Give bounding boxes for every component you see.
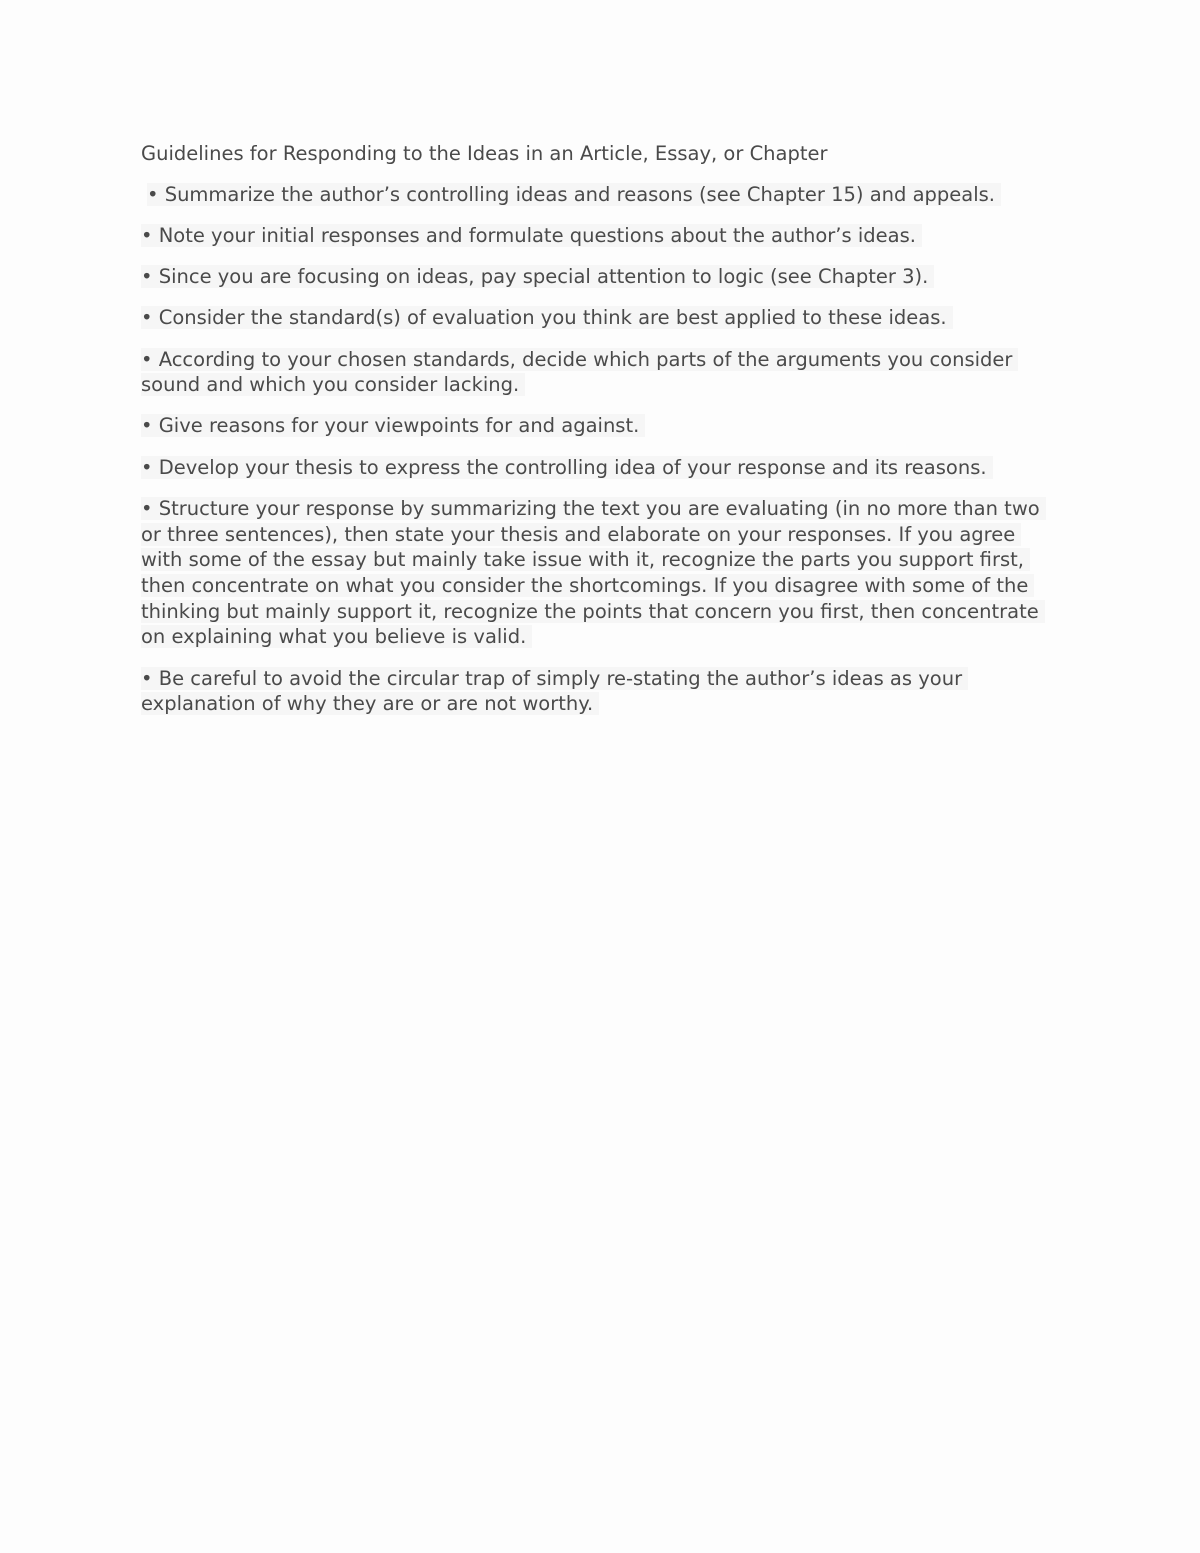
guideline-item-3-text: • Since you are focusing on ideas, pay special attention to logic (see Chapter 3). — [141, 265, 934, 288]
document-title-text: Guidelines for Responding to the Ideas in an Article, Essay, or Chapter — [141, 142, 828, 165]
guideline-item-6 — [141, 413, 1061, 439]
guideline-item-9 — [141, 666, 1061, 717]
guideline-item-8 — [141, 496, 1061, 650]
guideline-item-4 — [141, 305, 1061, 331]
guideline-item-7 — [141, 455, 1061, 481]
guideline-item-2-text: • Note your initial responses and formulate questions about the author’s ideas. — [141, 224, 922, 247]
document-title — [141, 141, 1061, 167]
guideline-item-1 — [141, 182, 1061, 208]
guideline-item-2 — [141, 223, 1061, 249]
document-body — [141, 141, 1061, 732]
guideline-item-9-text: • Be careful to avoid the circular trap of simply re-stating the author’s ideas as your explanation of why they are or are not worthy. — [141, 667, 968, 716]
guideline-item-5-text: • According to your chosen standards, decide which parts of the arguments you consider sound and which you consider lacking. — [141, 348, 1018, 397]
guideline-item-1-text: • Summarize the author’s controlling ideas and reasons (see Chapter 15) and appeals. — [147, 183, 1001, 206]
guideline-item-8-text: • Structure your response by summarizing the text you are evaluating (in no more than two or three sentences), then state your thesis and elaborate on your responses. If you agree with some of the essay but mainly take issue with it, recognize the parts you support first, then concentrate on what you consider the shortcomings. If you disagree with some of the thinking but mainly support it, recognize the points that concern you first, then concentrate on explaining what you believe is valid. — [141, 497, 1046, 649]
guideline-item-5 — [141, 347, 1061, 398]
guideline-item-6-text: • Give reasons for your viewpoints for and against. — [141, 414, 645, 437]
guideline-item-4-text: • Consider the standard(s) of evaluation you think are best applied to these ideas. — [141, 306, 953, 329]
guideline-item-3 — [141, 264, 1061, 290]
guideline-item-7-text: • Develop your thesis to express the controlling idea of your response and its reasons. — [141, 456, 993, 479]
